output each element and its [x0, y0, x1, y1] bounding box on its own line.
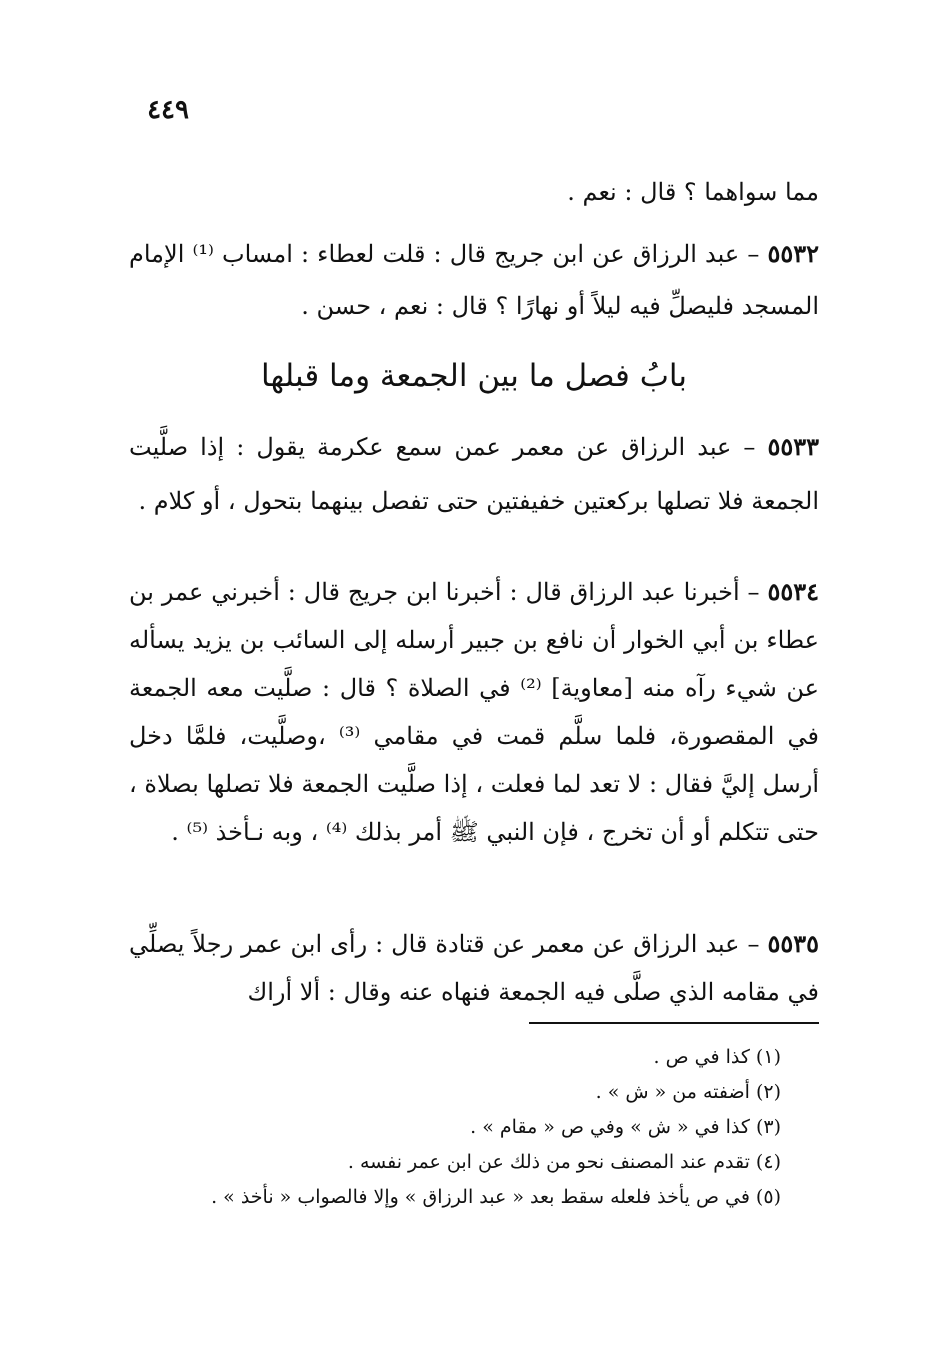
footnote: (٤) تقدم عند المصنف نحو من ذلك عن ابن عمر نفسه .	[347, 1151, 781, 1173]
hadith-number: ٥٥٣٢	[767, 239, 820, 268]
footnote: (١) كذا في ص .	[653, 1046, 781, 1068]
footnote-separator	[529, 1022, 819, 1024]
hadith-5534	[129, 568, 819, 856]
hadith-number: ٥٥٣٣	[767, 432, 819, 461]
paragraph-text: – عبد الرزاق عن معمر عمن سمع عكرمة يقول : إذا صلَّيت الجمعة فلا تصلها بركعتين خفيفتين حتى تفصل بينهما بتحول ، أو كلام .	[129, 433, 819, 515]
paragraph-text: – عبد الرزاق عن معمر عن قتادة قال : رأى ابن عمر رجلاً يصلِّي في مقامه الذي صلَّى فيه الجمعة فنهاه عنه وقال : ألا أراك	[129, 930, 819, 1006]
hadith-5532	[129, 228, 819, 332]
hadith-5533	[129, 420, 819, 528]
footnote: (٥) في ص يأخذ فلعله سقط بعد « عبد الرزاق » وإلا فالصواب « نأخذ » .	[211, 1186, 781, 1208]
footnote: (٣) كذا في « ش » وفي ص « مقام » .	[470, 1116, 781, 1138]
hadith-number: ٥٥٣٥	[767, 929, 819, 958]
paragraph-text: – أخبرنا عبد الرزاق قال : أخبرنا ابن جريج قال : أخبرني عمر بن عطاء بن أبي الخوار أن نافع بن جبير أرسله إلى السائب بن يزيد يسأله عن شيء رآه منه [معاوية] ⁽²⁾ في الصلاة ؟ قال : صلَّيت معه الجمعة في المقصورة، فلما سلَّم قمت في مقامي ⁽³⁾ ،وصلَّيت، فلمَّا دخل أرسل إليَّ فقال : لا تعد لما فعلت ، إذا صلَّيت الجمعة فلا تصلها بصلاة ، حتى تتكلم أو أن تخرج ، فإن النبي ﷺ أمر بذلك ⁽⁴⁾ ، وبه نـأخذ ⁽⁵⁾ .	[129, 578, 819, 846]
chapter-title: بابُ فصل ما بين الجمعة وما قبلها	[261, 358, 687, 394]
paragraph-text: – عبد الرزاق عن ابن جريج قال : قلت لعطاء : امساب ⁽¹⁾ الإمام المسجد فليصلِّ فيه ليلاً أو نهارًا ؟ قال : نعم ، حسن .	[129, 240, 819, 320]
hadith-number: ٥٥٣٤	[767, 577, 819, 606]
footnote: (٢) أضفته من « ش » .	[595, 1081, 781, 1103]
page-number: ٤٤٩	[147, 95, 189, 125]
paragraph-text: مما سواهما ؟ قال : نعم .	[567, 178, 819, 206]
footnotes	[131, 1040, 781, 1215]
paragraph-continuation	[129, 172, 819, 212]
hadith-5535	[129, 920, 819, 1016]
